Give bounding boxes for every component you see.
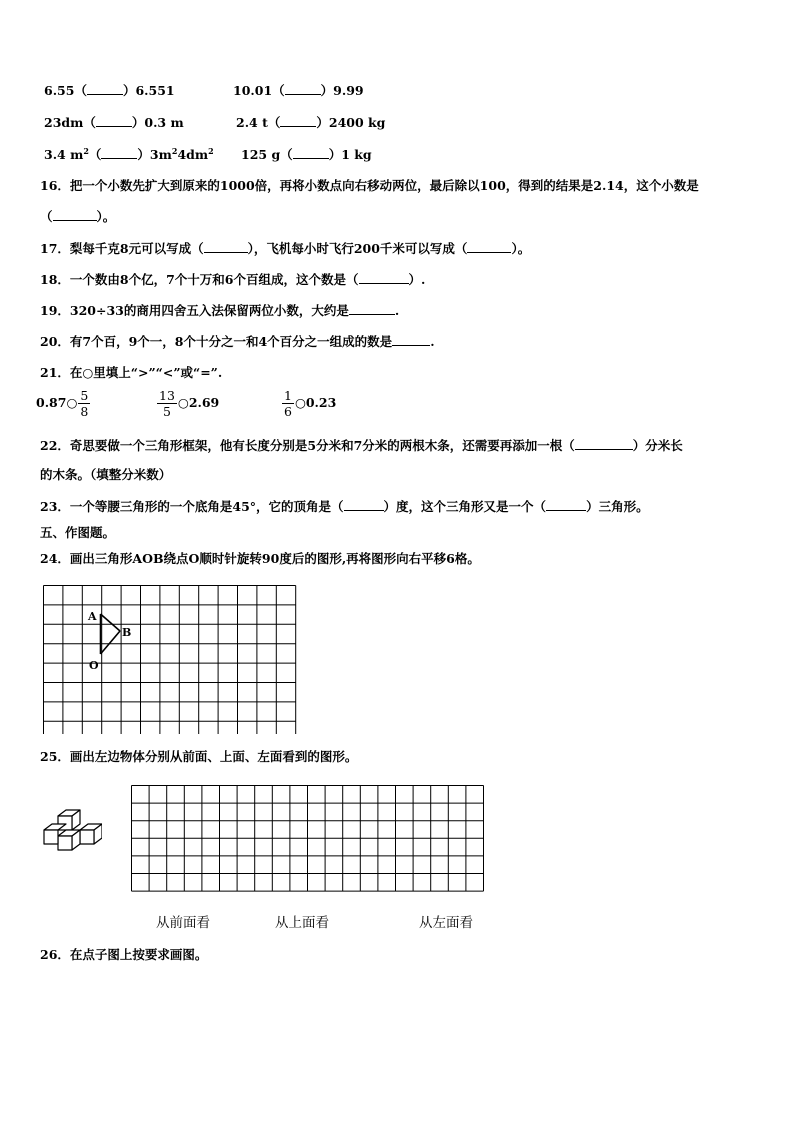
label-a: A (88, 610, 97, 623)
q15-row2-right: 2.4 t（ ）2400 kg (236, 115, 386, 130)
q15-row2-left: 23dm（ ）0.3 m (44, 115, 184, 130)
cube-stack-figure (36, 808, 102, 858)
fraction: $\frac{1}{6}$ (284, 388, 292, 419)
q16-line1: 16．把一个小数先扩大到原来的1000倍，再将小数点向右移动两位，最后除以100，得到的结果是2.14，这个小数是 (40, 178, 699, 193)
label-b: B (122, 626, 132, 639)
q18: 18．一个数由8个亿，7个十万和6个百组成，这个数是（ ）. (40, 272, 426, 287)
fraction: $\frac{5}{8}$ (80, 388, 89, 419)
q24-text: 24．画出三角形AOB绕点O顺时针旋转90度后的图形,再将图形向右平移6格。 (40, 551, 480, 566)
answer-blank[interactable] (344, 498, 384, 511)
label-o: O (89, 659, 99, 672)
q17: 17．梨每千克8元可以写成（ ），飞机每小时飞行200千米可以写成（ ）。 (40, 241, 531, 256)
answer-blank[interactable] (204, 240, 248, 253)
q19: 19．320÷33的商用四舍五入法保留两位小数，大约是 . (40, 303, 400, 318)
q21-expr-3: $\frac{1}{6}$ ○0.23 (284, 388, 337, 419)
answer-blank[interactable] (293, 146, 329, 159)
answer-blank[interactable] (53, 208, 97, 221)
q22-line1: 22．奇思要做一个三角形框架，他有长度分别是5分米和7分米的两根木条，还需要再添加一根（ ）分米长 (40, 438, 683, 453)
q15-row1-right: 10.01（ ）9.99 (233, 83, 364, 98)
q24-grid[interactable] (42, 584, 298, 734)
q22-line2: 的木条。（填整分米数） (40, 467, 172, 482)
answer-blank[interactable] (467, 240, 511, 253)
q15-row3-right: 125 g（ ）1 kg (241, 147, 372, 162)
fraction: $\frac{13}{5}$ (159, 388, 175, 419)
q25-grid[interactable] (130, 784, 486, 900)
view-left-label: 从左面看 (419, 915, 473, 931)
edge-bo (101, 631, 121, 654)
q21-expr-2: $\frac{13}{5}$ ○2.69 (159, 388, 220, 419)
q15-row1-left: 6.55（ ）6.551 (44, 83, 175, 98)
answer-blank[interactable] (87, 82, 123, 95)
answer-blank[interactable] (546, 498, 586, 511)
answer-blank[interactable] (392, 333, 430, 346)
answer-blank[interactable] (285, 82, 321, 95)
answer-blank[interactable] (280, 114, 316, 127)
q21-text: 21．在○里填上“>”“<”或“=”. (40, 365, 223, 380)
view-top-label: 从上面看 (275, 915, 329, 931)
q16-line2: （ ）。 (40, 209, 116, 224)
answer-blank[interactable] (359, 271, 409, 284)
edge-ab (101, 614, 121, 631)
view-front-label: 从前面看 (156, 915, 210, 931)
answer-blank[interactable] (575, 437, 633, 450)
q20: 20．有7个百，9个一，8个十分之一和4个百分之一组成的数是 . (40, 334, 435, 349)
q26-text: 26．在点子图上按要求画图。 (40, 947, 208, 962)
q25-text: 25．画出左边物体分别从前面、上面、左面看到的图形。 (40, 749, 358, 764)
answer-blank[interactable] (349, 302, 395, 315)
section-heading: 五、作图题。 (40, 525, 116, 540)
q23: 23．一个等腰三角形的一个底角是45°，它的顶角是（ ）度，这个三角形又是一个（ ）三角形。 (40, 499, 649, 514)
answer-blank[interactable] (96, 114, 132, 127)
q15-row3-left: 3.4 $m^2$（ ）$3m^24dm^2$ (44, 146, 214, 162)
q21-expr-1: 0.87○ $\frac{5}{8}$ (36, 388, 89, 419)
answer-blank[interactable] (101, 146, 137, 159)
